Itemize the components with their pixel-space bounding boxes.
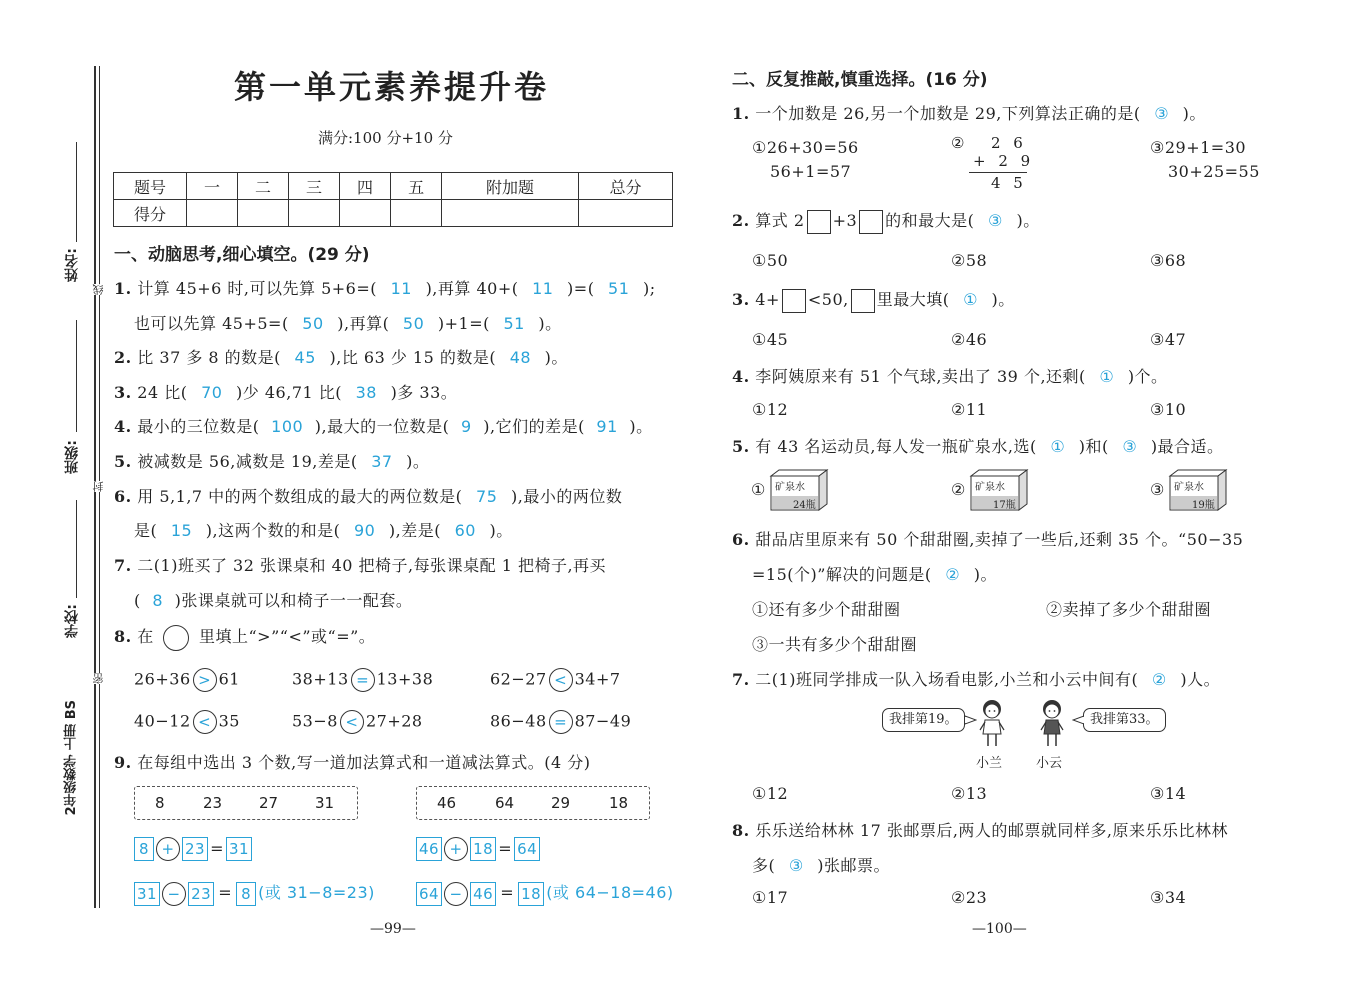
equation-box[interactable]: 46 (470, 882, 496, 906)
text: 26+36 (134, 669, 191, 689)
table-cell: 总分 (578, 173, 672, 200)
option[interactable]: ①还有多少个甜甜圈 (752, 600, 901, 619)
operator-circle[interactable]: − (444, 882, 468, 906)
score-input-cell[interactable] (578, 200, 672, 227)
right-q3 (732, 287, 1015, 313)
left-q9 (114, 750, 591, 773)
equation-box[interactable]: 18 (518, 882, 544, 906)
answer: 9 (460, 417, 472, 436)
text: )多 33。 (390, 383, 458, 402)
question-number: 4. (114, 417, 132, 436)
right-q2 (732, 208, 1040, 234)
option[interactable]: ①45 (752, 330, 789, 349)
text: )张邮票。 (817, 856, 891, 875)
right-q1 (732, 101, 1206, 124)
score-input-cell[interactable] (187, 200, 238, 227)
text: )+1=( (437, 314, 490, 333)
equals-sign: = (498, 838, 513, 858)
right-q5 (732, 434, 1224, 457)
text: 二(1)班买了 32 张课桌和 40 把椅子,每张课桌配 1 把椅子,再买 (137, 556, 607, 575)
alt-answer: (或 31−8=23) (258, 883, 375, 902)
speech-bubble-xiaoyun (1083, 708, 1166, 732)
score-table-header-row (114, 173, 673, 200)
table-cell: 附加题 (442, 173, 579, 200)
text: )。 (544, 348, 568, 367)
answer: 11 (390, 279, 412, 298)
option[interactable]: ②23 (951, 888, 988, 907)
text: )个。 (1127, 367, 1168, 386)
water-option-1[interactable] (751, 468, 831, 512)
equation-box[interactable]: 8 (236, 882, 256, 906)
text: ); (642, 279, 656, 298)
text: )和( (1078, 437, 1109, 456)
calc-row: + 2 9 (973, 152, 1035, 170)
text: 多( (752, 856, 776, 875)
blank-circle-icon (163, 625, 189, 651)
answer: ③ (1154, 104, 1170, 123)
left-q8 (114, 624, 375, 651)
text: )最合适。 (1150, 437, 1224, 456)
compare-answer-circle[interactable]: = (549, 710, 573, 734)
compare-answer-circle[interactable]: < (549, 668, 573, 692)
group-number: 29 (551, 794, 571, 812)
text: 也可以先算 45+5=( (134, 314, 289, 333)
text: ),这两个数的和是( (205, 521, 341, 540)
water-count: 17瓶 (993, 500, 1016, 511)
text: 是( (134, 521, 158, 540)
text: +3 (832, 211, 858, 230)
answer: 50 (402, 314, 425, 333)
seal-char-xian: 线 (92, 284, 105, 295)
text: 的和最大是( (885, 211, 975, 230)
class-label: 班级: (64, 440, 80, 474)
compare-item (490, 668, 621, 692)
score-input-cell[interactable] (340, 200, 391, 227)
text: )张课桌就可以和椅子一一配套。 (174, 591, 413, 610)
answer: ② (945, 565, 961, 584)
speech-bubble-xiaolan (882, 708, 965, 732)
option-mark: ② (951, 480, 966, 499)
text: 87−49 (574, 711, 632, 731)
text: 二(1)班同学排成一队入场看电影,小兰和小云中间有( (755, 670, 1139, 689)
water-option-2[interactable] (951, 468, 1031, 512)
equation-box[interactable]: 46 (416, 837, 442, 861)
equals-sign: = (500, 883, 515, 902)
answer: 70 (201, 383, 223, 402)
table-cell: 三 (289, 173, 340, 200)
left-q7-line2 (134, 588, 412, 611)
full-score: 满分:100 分+10 分 (318, 129, 453, 147)
text: 里最大填( (876, 290, 950, 309)
text: 在 (137, 627, 154, 646)
text: 62−27 (490, 669, 547, 689)
compare-item (134, 668, 240, 692)
answer: 90 (353, 521, 376, 540)
equation-box[interactable]: 31 (226, 837, 252, 861)
text: ),它们的差是( (483, 417, 585, 436)
option[interactable]: ③68 (1150, 251, 1187, 270)
question-number: 6. (114, 487, 132, 506)
question-number: 3. (732, 290, 750, 309)
text: )。 (973, 565, 997, 584)
text: 27+28 (365, 711, 423, 731)
equation-box[interactable]: 23 (182, 837, 208, 861)
table-cell: 一 (187, 173, 238, 200)
school-blank[interactable] (76, 500, 77, 598)
compare-answer-circle[interactable]: < (193, 710, 217, 734)
text: )。 (629, 417, 653, 436)
section1-title: 一、动脑思考,细心填空。(29 分) (114, 245, 370, 265)
option-1[interactable] (752, 136, 859, 184)
right-q7 (732, 667, 1220, 690)
left-q5 (114, 449, 429, 472)
answer: ① (963, 290, 978, 309)
page-title: 第一单元素养提升卷 (234, 68, 550, 106)
answer: 51 (608, 279, 630, 298)
answer: 11 (532, 279, 554, 298)
text: ①26+30=56 (752, 138, 859, 157)
answer: 75 (476, 487, 498, 506)
text: ),差是( (388, 521, 441, 540)
text: )。 (1182, 104, 1206, 123)
answer: ② (1151, 670, 1167, 689)
score-input-cell[interactable] (391, 200, 442, 227)
equals-sign: = (210, 838, 224, 858)
compare-item (292, 710, 423, 734)
text: 56+1=57 (770, 162, 852, 181)
text: 53−8 (292, 711, 338, 731)
question-number: 7. (732, 670, 750, 689)
answer: 91 (596, 417, 618, 436)
compare-item (134, 710, 240, 734)
question-number: 2. (114, 348, 132, 367)
water-count: 19瓶 (1192, 500, 1215, 511)
text: 86−48 (490, 711, 547, 731)
option[interactable]: ③47 (1150, 330, 1187, 349)
text: ),比 63 少 15 的数是( (329, 348, 497, 367)
left-q6-line2 (134, 518, 513, 541)
text: )。 (406, 452, 430, 471)
left-q2 (114, 345, 568, 368)
equation-sub-2 (416, 880, 674, 906)
score-table-score-row (114, 200, 673, 227)
group-number: 18 (609, 794, 629, 812)
name-blank[interactable] (76, 142, 77, 242)
answer: 15 (170, 521, 193, 540)
group-number: 64 (495, 794, 515, 812)
school-label: 学校: (64, 604, 80, 638)
option[interactable]: ①12 (752, 400, 789, 419)
section2-title: 二、反复推敲,慎重选择。(16 分) (732, 70, 988, 90)
option[interactable]: ②13 (951, 784, 988, 803)
compare-answer-circle[interactable]: = (351, 668, 375, 692)
question-number: 9. (114, 753, 132, 772)
blank-square-icon (807, 210, 831, 234)
bubble-text: 我排第19。 (889, 712, 958, 727)
answer: 60 (454, 521, 476, 540)
left-q6-line1 (114, 484, 622, 507)
compare-item (490, 710, 631, 734)
table-cell: 二 (238, 173, 289, 200)
text: 在每组中选出 3 个数,写一道加法算式和一道减法算式。(4 分) (137, 753, 591, 772)
option[interactable]: ②58 (951, 251, 988, 270)
page-number-right: —100— (972, 921, 1027, 937)
text: ),最大的一位数是( (314, 417, 450, 436)
page-number-left: —99— (370, 921, 416, 937)
text: 30+25=55 (1168, 162, 1260, 181)
equation-add-2 (416, 837, 540, 861)
question-number: 5. (114, 452, 132, 471)
text: 38+13 (292, 669, 349, 689)
equation-box[interactable]: 64 (416, 882, 442, 906)
equation-box[interactable]: 8 (134, 837, 154, 861)
right-q6-line2 (752, 562, 997, 585)
option[interactable]: ①12 (752, 784, 789, 803)
answer: ③ (988, 211, 1003, 230)
group-number: 46 (437, 794, 457, 812)
equals-sign: = (218, 883, 233, 902)
question-number: 7. (114, 556, 132, 575)
question-number: 4. (732, 367, 750, 386)
text: 35 (218, 711, 240, 731)
text: 计算 45+6 时,可以先算 5+6=( (137, 279, 378, 298)
option[interactable]: ②46 (951, 330, 988, 349)
group-number: 8 (155, 794, 165, 812)
text: )人。 (1180, 670, 1221, 689)
name-label: 姓名: (64, 248, 80, 282)
table-cell: 题号 (114, 173, 187, 200)
equation-box[interactable]: 64 (514, 837, 540, 861)
question-number: 2. (732, 211, 750, 230)
text: )。 (538, 314, 562, 333)
answer: 51 (503, 314, 525, 333)
text: 乐乐送给林林 17 张邮票后,两人的邮票就同样多,原来乐乐比林林 (755, 821, 1229, 840)
water-label: 矿泉水 (1174, 482, 1204, 493)
water-count: 24瓶 (793, 500, 816, 511)
text: ),再算( (337, 314, 390, 333)
question-number: 5. (732, 437, 750, 456)
group-number: 23 (203, 794, 223, 812)
girl-xiaoyun-icon (1036, 698, 1068, 750)
right-q4 (732, 364, 1168, 387)
answer: ③ (1122, 437, 1138, 456)
blank-square-icon (851, 289, 875, 313)
table-cell: 五 (391, 173, 442, 200)
answer: 38 (355, 383, 377, 402)
compare-item (292, 668, 433, 692)
option-mark: ③ (1150, 480, 1165, 499)
question-number: 1. (114, 279, 132, 298)
text: )。 (991, 290, 1015, 309)
class-blank[interactable] (76, 320, 77, 432)
text: )少 46,71 比( (236, 383, 343, 402)
text: 甜品店里原来有 50 个甜甜圈,卖掉了一些后,还剩 35 个。“50−35 (755, 530, 1244, 549)
text: 一个加数是 26,另一个加数是 29,下列算法正确的是( (755, 104, 1141, 123)
answer: 50 (302, 314, 324, 333)
text: 被减数是 56,减数是 19,差是( (137, 452, 358, 471)
text: )=( (567, 279, 595, 298)
left-q1-line2 (134, 311, 562, 334)
water-label: 矿泉水 (975, 482, 1005, 493)
answer: 45 (294, 348, 316, 367)
option[interactable]: ③一共有多少个甜甜圈 (752, 635, 918, 654)
text: 用 5,1,7 中的两个数组成的最大的两位数是( (137, 487, 463, 506)
number-group-2 (416, 786, 650, 820)
right-q6-line1 (732, 527, 1243, 550)
seal-char-feng: 封 (92, 481, 105, 492)
text: ( (134, 591, 141, 610)
option-mark: ② (951, 134, 965, 152)
answer: ① (1099, 367, 1115, 386)
operator-circle[interactable]: + (444, 837, 468, 861)
question-number: 1. (732, 104, 750, 123)
water-option-3[interactable] (1150, 468, 1230, 512)
text: ),再算 40+( (425, 279, 519, 298)
option[interactable]: ③10 (1150, 400, 1187, 419)
question-number: 3. (114, 383, 132, 402)
text: ),最小的两位数 (510, 487, 623, 506)
left-q4 (114, 414, 653, 437)
equation-box[interactable]: 31 (134, 882, 160, 906)
answer: ① (1050, 437, 1066, 456)
option[interactable]: ①50 (752, 251, 789, 270)
left-q1-line1 (114, 276, 656, 299)
book-label: 2年级数学 上册 BS (64, 700, 79, 816)
answer: ③ (788, 856, 804, 875)
compare-answer-circle[interactable]: < (340, 710, 364, 734)
equation-add-1 (134, 837, 252, 861)
option[interactable]: ②11 (951, 400, 988, 419)
question-number: 8. (114, 627, 132, 646)
text: 34+7 (574, 669, 621, 689)
bubble-text: 我排第33。 (1090, 712, 1159, 727)
option[interactable]: ①17 (752, 888, 789, 907)
answer: 100 (271, 417, 304, 436)
group-number: 31 (315, 794, 335, 812)
blank-square-icon (782, 289, 806, 313)
calc-row: 4 5 (991, 174, 1027, 192)
calc-row: 2 6 (991, 134, 1027, 152)
seal-char-mi: 密 (92, 673, 105, 684)
score-input-cell[interactable] (289, 200, 340, 227)
compare-answer-circle[interactable]: > (193, 668, 217, 692)
text: 有 43 名运动员,每人发一瓶矿泉水,选( (755, 437, 1037, 456)
right-q8-line1 (732, 818, 1228, 841)
answer: 48 (509, 348, 532, 367)
text: 40−12 (134, 711, 191, 731)
text: )。 (1016, 211, 1040, 230)
operator-circle[interactable]: + (156, 837, 180, 861)
table-cell: 四 (340, 173, 391, 200)
blank-square-icon (859, 210, 883, 234)
text: 比 37 多 8 的数是( (137, 348, 281, 367)
question-number: 8. (732, 821, 750, 840)
text: =15(个)”解决的问题是( (752, 565, 932, 584)
score-input-cell[interactable] (238, 200, 289, 227)
text: 算式 2 (755, 211, 805, 230)
text: 4+ (755, 290, 780, 309)
name-xiaoyun: 小云 (1036, 756, 1063, 771)
text: <50, (807, 290, 849, 309)
operator-circle[interactable]: − (162, 882, 186, 906)
equation-box[interactable]: 18 (470, 837, 496, 861)
left-q7-line1 (114, 553, 606, 576)
text: 24 比( (137, 383, 188, 402)
equation-box[interactable]: 23 (188, 882, 214, 906)
option-mark: ① (751, 480, 766, 499)
calc-underline (969, 172, 1027, 173)
equation-sub-1 (134, 880, 375, 906)
answer: 8 (152, 591, 164, 610)
score-table (113, 172, 673, 227)
text: ③29+1=30 (1150, 138, 1247, 157)
girl-xiaolan-icon (976, 698, 1008, 750)
number-group-1 (134, 786, 358, 820)
left-q3 (114, 380, 457, 403)
answer: 37 (371, 452, 393, 471)
water-label: 矿泉水 (775, 482, 805, 493)
text: 61 (218, 669, 240, 689)
option[interactable]: ③14 (1150, 784, 1187, 803)
text: )。 (489, 521, 513, 540)
option[interactable]: ③34 (1150, 888, 1187, 907)
bubble-tail-icon (1072, 714, 1084, 726)
text: 李阿姨原来有 51 个气球,卖出了 39 个,还剩( (755, 367, 1086, 386)
right-q8-line2 (752, 853, 890, 876)
text: 13+38 (376, 669, 434, 689)
alt-answer: (或 64−18=46) (546, 883, 674, 902)
text: 最小的三位数是( (137, 417, 260, 436)
text: 里填上“>”“<”或“=”。 (199, 627, 376, 646)
score-input-cell[interactable] (442, 200, 579, 227)
option-3[interactable] (1150, 136, 1260, 184)
group-number: 27 (259, 794, 279, 812)
table-cell: 得分 (114, 200, 187, 227)
question-number: 6. (732, 530, 750, 549)
option[interactable]: ②卖掉了多少个甜甜圈 (1046, 600, 1212, 619)
name-xiaolan: 小兰 (976, 756, 1003, 771)
